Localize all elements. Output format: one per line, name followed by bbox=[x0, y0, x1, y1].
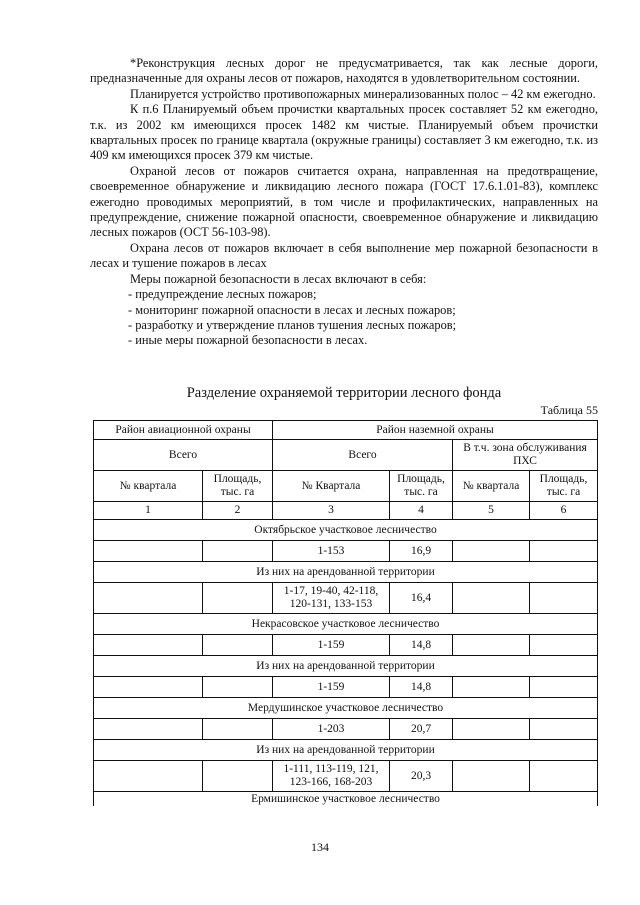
empty-cell bbox=[94, 541, 203, 562]
header-block-number: № квартала bbox=[453, 471, 530, 502]
section-title: Из них на арендованной территории bbox=[94, 562, 598, 583]
column-number: 4 bbox=[390, 502, 453, 520]
column-number: 2 bbox=[203, 502, 273, 520]
block-cell: 1-153 bbox=[273, 541, 390, 562]
section-title: Ермишинское участковое лесничество bbox=[94, 792, 598, 807]
table-row bbox=[94, 635, 598, 656]
paragraph-fire-protection: Охраной лесов от пожаров считается охрана, направленная на предотвращение, своевременное обнаружение и ликвидацию лесного пожара (ГОСТ 17.6.1.01-83), комплекс ежегодно проводимых мероприятий, в том числе и профилактических, направленных на предупреждение, снижение пожарной опасности, своевременное обнаружение и ликвидацию лесных пожаров (ОСТ 56-103-98). bbox=[90, 163, 598, 240]
page-number: 134 bbox=[311, 840, 329, 854]
section-row bbox=[94, 614, 598, 635]
empty-cell bbox=[530, 677, 598, 698]
area-cell: 14,8 bbox=[390, 677, 453, 698]
header-pkhs-zone: В т.ч. зона обслуживания ПХС bbox=[453, 440, 598, 471]
table-label: Таблица 55 bbox=[540, 403, 598, 417]
header-total-ground: Всего bbox=[273, 440, 453, 471]
empty-cell bbox=[453, 635, 530, 656]
area-cell: 16,4 bbox=[390, 583, 453, 614]
area-cell: 20,7 bbox=[390, 719, 453, 740]
empty-cell bbox=[94, 761, 203, 792]
section-title: Из них на арендованной территории bbox=[94, 656, 598, 677]
empty-cell bbox=[203, 583, 273, 614]
empty-cell bbox=[453, 719, 530, 740]
paragraph-clearings: К п.6 Планируемый объем прочистки квартальных просек составляет 52 км ежегодно, т.к. из 2002 км имеющихся просек 1482 км чистые. Планируемый объем прочистки квартальных просек по границе квартала (окружные границы) составляет 3 км ежегодно, т.к. из 409 км имеющихся просек 379 км чистые. bbox=[90, 102, 598, 163]
header-ground-zone: Район наземной охраны bbox=[273, 421, 598, 440]
header-aviation-zone: Район авиационной охраны bbox=[94, 421, 273, 440]
header-row-columns bbox=[94, 471, 598, 502]
section-title: Некрасовское участковое лесничество bbox=[94, 614, 598, 635]
list-item: - предупреждение лесных пожаров; bbox=[128, 287, 317, 302]
header-block-number: № Квартала bbox=[273, 471, 390, 502]
table-row bbox=[94, 761, 598, 792]
section-title: Из них на арендованной территории bbox=[94, 740, 598, 761]
empty-cell bbox=[203, 635, 273, 656]
column-number: 1 bbox=[94, 502, 203, 520]
block-cell: 1-159 bbox=[273, 677, 390, 698]
empty-cell bbox=[453, 583, 530, 614]
header-row-numbers bbox=[94, 502, 598, 520]
empty-cell bbox=[94, 677, 203, 698]
paragraph-mineral-strips: Планируется устройство противопожарных минерализованных полос – 42 км ежегодно. bbox=[130, 86, 596, 101]
header-area: Площадь, тыс. га bbox=[390, 471, 453, 502]
column-number: 6 bbox=[530, 502, 598, 520]
block-cell: 1-111, 113-119, 121, 123-166, 168-203 bbox=[273, 761, 390, 792]
header-total-air: Всего bbox=[94, 440, 273, 471]
area-cell: 16,9 bbox=[390, 541, 453, 562]
empty-cell bbox=[453, 761, 530, 792]
empty-cell bbox=[94, 719, 203, 740]
section-row bbox=[94, 562, 598, 583]
area-cell: 20,3 bbox=[390, 761, 453, 792]
table-row bbox=[94, 677, 598, 698]
section-row bbox=[94, 740, 598, 761]
header-block-number: № квартала bbox=[94, 471, 203, 502]
empty-cell bbox=[530, 583, 598, 614]
section-row bbox=[94, 520, 598, 541]
table-title: Разделение охраняемой территории лесного фонда bbox=[186, 385, 502, 401]
paragraph-roads: *Реконструкция лесных дорог не предусматривается, так как лесные дороги, предназначенные для охраны лесов от пожаров, находятся в удовлетворительном состоянии. bbox=[90, 56, 598, 86]
section-row bbox=[94, 656, 598, 677]
table-row bbox=[94, 541, 598, 562]
header-area: Площадь, тыс. га bbox=[530, 471, 598, 502]
empty-cell bbox=[203, 677, 273, 698]
empty-cell bbox=[530, 541, 598, 562]
block-cell: 1-17, 19-40, 42-118, 120-131, 133-153 bbox=[273, 583, 390, 614]
list-item: - иные меры пожарной безопасности в лесах. bbox=[128, 333, 368, 348]
empty-cell bbox=[453, 677, 530, 698]
section-row bbox=[94, 792, 598, 807]
empty-cell bbox=[94, 583, 203, 614]
header-row-zones bbox=[94, 421, 598, 440]
table-row bbox=[94, 719, 598, 740]
column-number: 5 bbox=[453, 502, 530, 520]
empty-cell bbox=[530, 761, 598, 792]
section-title: Мердушинское участковое лесничество bbox=[94, 698, 598, 719]
block-cell: 1-159 bbox=[273, 635, 390, 656]
block-cell: 1-203 bbox=[273, 719, 390, 740]
empty-cell bbox=[530, 719, 598, 740]
header-row-totals bbox=[94, 440, 598, 471]
empty-cell bbox=[203, 719, 273, 740]
list-item: - мониторинг пожарной опасности в лесах и лесных пожаров; bbox=[128, 302, 456, 317]
header-area: Площадь, тыс. га bbox=[203, 471, 273, 502]
table-row bbox=[94, 583, 598, 614]
empty-cell bbox=[203, 761, 273, 792]
paragraph-fire-measures: Охрана лесов от пожаров включает в себя выполнение мер пожарной безопасности в лесах и тушение пожаров в лесах bbox=[90, 240, 598, 271]
section-row bbox=[94, 698, 598, 719]
list-item: - разработку и утверждение планов тушения лесных пожаров; bbox=[128, 317, 457, 332]
section-title: Октябрьское участковое лесничество bbox=[94, 520, 598, 541]
forest-protection-table bbox=[93, 420, 598, 806]
empty-cell bbox=[203, 541, 273, 562]
body-text bbox=[90, 56, 598, 349]
list-intro: Меры пожарной безопасности в лесах включают в себя: bbox=[130, 271, 427, 286]
empty-cell bbox=[94, 635, 203, 656]
empty-cell bbox=[453, 541, 530, 562]
column-number: 3 bbox=[273, 502, 390, 520]
empty-cell bbox=[530, 635, 598, 656]
area-cell: 14,8 bbox=[390, 635, 453, 656]
